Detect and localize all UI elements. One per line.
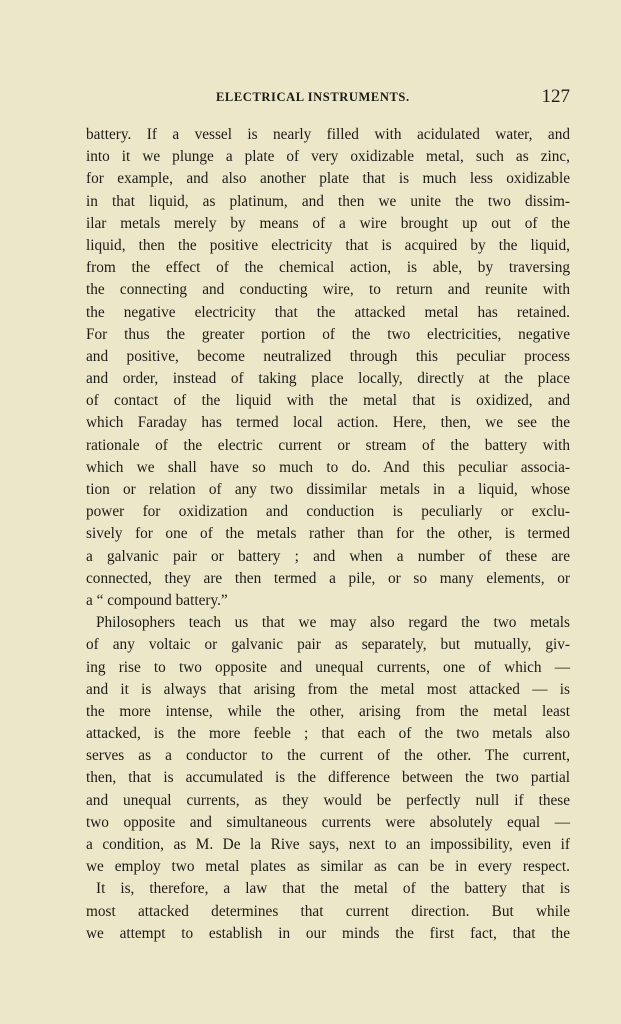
text-line: battery. If a vessel is nearly filled with acidulated water, and: [86, 126, 570, 143]
text-line: and order, instead of taking place locally, directly at the place: [86, 370, 570, 388]
text-line: ilar metals merely by means of a wire brought up out of the: [86, 214, 570, 232]
text-line: and unequal currents, as they would be perfectly null if these: [86, 791, 570, 809]
text-line: For thus the greater portion of the two electricities, negative: [86, 325, 570, 343]
running-head: ELECTRICAL INSTRUMENTS.: [216, 90, 410, 104]
text-line: a condition, as M. De la Rive says, next to an impossibility, even if: [86, 836, 570, 853]
text-line: a galvanic pair or battery ; and when a number of these are: [86, 547, 570, 565]
text-line: sively for one of the metals rather than for the other, is termed: [86, 525, 570, 543]
text-line: It is, therefore, a law that the metal of the battery that is: [96, 880, 570, 898]
text-line: which Faraday has termed local action. Here, then, we see the: [86, 414, 570, 432]
text-line: which we shall have so much to do. And this peculiar associa-: [86, 458, 570, 476]
body-text: [86, 124, 570, 945]
text-line: rationale of the electric current or stream of the battery with: [86, 436, 570, 454]
text-line: the negative electricity that the attacked metal has retained.: [86, 303, 570, 321]
text-line: power for oxidization and conduction is peculiarly or exclu-: [86, 503, 570, 521]
text-line: tion or relation of any two dissimilar metals in a liquid, whose: [86, 481, 570, 498]
text-line: connected, they are then termed a pile, or so many elements, or: [86, 569, 570, 587]
text-line: Philosophers teach us that we may also regard the two metals: [96, 614, 570, 632]
text-line: then, that is accumulated is the difference between the two partial: [86, 769, 570, 787]
text-line: two opposite and simultaneous currents were absolutely equal —: [86, 813, 570, 831]
text-line: we employ two metal plates as similar as can be in every respect.: [86, 858, 570, 876]
text-line: the more intense, while the other, arising from the metal least: [86, 702, 570, 720]
text-line: of contact of the liquid with the metal that is oxidized, and: [86, 392, 570, 410]
text-line: in that liquid, as platinum, and then we unite the two dissim-: [86, 192, 570, 210]
text-line: and it is always that arising from the metal most attacked — is: [86, 680, 570, 698]
text-line: into it we plunge a plate of very oxidizable metal, such as zinc,: [86, 148, 570, 166]
text-line: and positive, become neutralized through this peculiar process: [86, 347, 570, 365]
text-line: attacked, is the more feeble ; that each of the two metals also: [86, 725, 570, 743]
text-line: most attacked determines that current direction. But while: [86, 902, 570, 920]
text-line: serves as a conductor to the current of the other. The current,: [86, 747, 570, 765]
text-line: liquid, then the positive electricity that is acquired by the liquid,: [86, 236, 570, 254]
text-line: a “ compound battery.”: [86, 591, 228, 609]
text-line: of any voltaic or galvanic pair as separately, but mutually, giv-: [86, 636, 570, 654]
text-line: from the effect of the chemical action, is able, by traversing: [86, 259, 570, 277]
page-header: [86, 86, 570, 108]
text-line: ing rise to two opposite and unequal currents, one of which —: [86, 658, 570, 676]
page-number: 127: [541, 86, 570, 107]
text-line: the connecting and conducting wire, to return and reunite with: [86, 281, 570, 299]
text-line: for example, and also another plate that is much less oxidizable: [86, 170, 570, 188]
text-line: we attempt to establish in our minds the first fact, that the: [86, 924, 570, 942]
